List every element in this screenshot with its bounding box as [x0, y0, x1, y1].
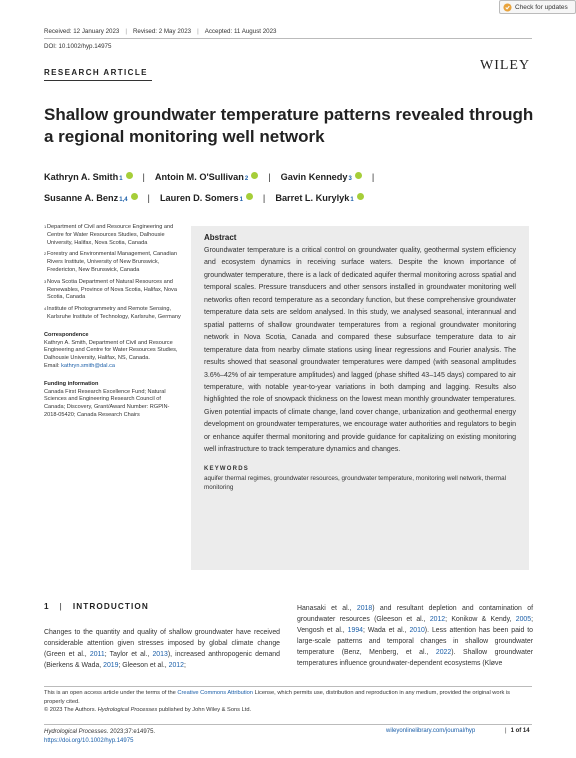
citation-link[interactable]: 2013 — [152, 651, 168, 658]
revised-date: Revised: 2 May 2023 — [132, 28, 192, 35]
article-type-label: RESEARCH ARTICLE — [44, 68, 148, 77]
article-title: Shallow groundwater temperature patterns revealed through a regional monitoring well network — [44, 105, 534, 146]
citation-link[interactable]: 2005 — [515, 616, 532, 623]
abstract-body: Groundwater temperature is a critical control on groundwater quality, geothermal system efficiency and ecosystem dynamics in receiving surface waters. Despite the known importance of groundwater temperature, there is a lack of dedicated aquifer thermal monitoring across spatial and temporal scales. Pressure transducers and other sensors installed in groundwater monitoring well networks often record temperature as a secondary function, but these comprehensive groundwater temperature data sets are seldom analysed. In this study, we analysed seasonal, interannual and spatial patterns of shallow groundwater temperatures from a regional groundwater monitoring network in Nova Scotia, Canada and compared these subsurface temperature data to air temperature data from nearby climate stations using linear regressions and Fourier analysis. The results showed that seasonal groundwater temperatures were damped (with seasonal amplitudes 3.6%–42% of air temperature amplitudes) and lagged (phase shifted 43–145 days) compared to air temperature, with notable year-to-year variations in both damping and lagging. Results also highlighted the role of snowpack thickness on the lowest mean monthly groundwater temperatures. Given potential impacts of climate change, land cover change, urbanization and geothermal energy development on groundwater temperatures, we encourage water authorities and regulators to begin or enhance aquifer thermal monitoring and provide guidance for capitalizing on existing monitoring well infrastructure to track temperature dynamics and changes. — [204, 247, 516, 454]
section-heading-introduction: 1 | INTRODUCTION — [44, 602, 149, 611]
doi-link[interactable]: https://doi.org/10.1002/hyp.14975 — [44, 738, 134, 744]
affiliation: 2 Forestry and Environmental Management, Canadian Rivers Institute, University of New Brunswick, Fredericton, New Brunswick, Canada — [44, 251, 177, 273]
author-name[interactable]: Lauren D. Somers $_1$ — [160, 189, 253, 210]
received-date: Received: 12 January 2023 — [44, 28, 120, 35]
intro-column-right: Hanasaki et al., 2018) and resultant depletion and contamination of groundwater resources (Gleeson et al., 2012; Konikow & Kendy, 2005; Vengosh et al., 1994; Wada et al., 2010). Less attention has been paid to large-scale patterns and temporal changes in shallow groundwater temperature (Benz, Menberg, et al., 2022). Shallow groundwater temperatures influence groundwater-dependent ecosystems (Kløve — [297, 605, 533, 667]
funding-text: Canada First Research Excellence Fund; Natural Sciences and Engineering Research Council of Canada; Discovery, Grant/Award Number: RGPIN-2018-05420; Canada Research Chairs — [44, 388, 170, 418]
author-name[interactable]: Gavin Kennedy $_3$ — [281, 168, 362, 189]
citation-link[interactable]: 2012 — [168, 662, 184, 669]
affiliation: 3 Nova Scotia Department of Natural Resources and Renewables, Province of Nova Scotia, Halifax, Nova Scotia, Canada — [44, 278, 177, 301]
funding-heading: Funding information — [44, 380, 99, 387]
orcid-icon[interactable] — [357, 193, 364, 200]
article-dates: Received: 12 January 2023 | Revised: 2 May 2023 | Accepted: 11 August 2023 — [44, 28, 277, 35]
article-doi[interactable]: DOI: 10.1002/hyp.14975 — [44, 43, 112, 50]
author-name[interactable]: Barret L. Kurylyk $_1$ — [275, 189, 363, 210]
journal-citation: Hydrological Processes. 2023;37:e14975. https://doi.org/10.1002/hyp.14975 — [44, 729, 156, 744]
affiliation: 4 Institute of Photogrammetry and Remote Sensing, Karlsruhe Institute of Technology, Karlsruhe, Germany — [44, 306, 181, 320]
abstract-heading: Abstract — [204, 233, 237, 242]
article-type-underline — [44, 80, 152, 81]
orcid-icon[interactable] — [246, 193, 253, 200]
citation-link[interactable]: 2011 — [89, 651, 105, 658]
journal-url-link[interactable]: wileyonlinelibrary.com/journal/hyp — [386, 728, 476, 734]
header-divider — [44, 38, 532, 39]
citation-link[interactable]: 2022 — [435, 649, 452, 656]
correspondence-email-link[interactable]: kathryn.smith@dal.ca — [61, 362, 115, 369]
citation-link[interactable]: 2019 — [103, 662, 119, 669]
license-link[interactable]: Creative Commons Attribution — [177, 690, 253, 696]
affiliation: 1 Department of Civil and Resource Engineering and Centre for Water Resources Studies, Dalhousie University, Halifax, Nova Scotia, Canada — [44, 224, 174, 246]
check-for-updates-badge[interactable] — [499, 0, 576, 14]
author-name[interactable]: Susanne A. Benz $_{1,4}$ — [44, 189, 138, 210]
author-list: Kathryn A. Smith $_1$ | Antoin M. O'Sullivan $_2$ | Gavin Kennedy $_3$ | Susanne A. Benz $_{1,4}$ | Lauren D. Somers $_1$ | Barret L. Kurylyk $_1$ — [44, 168, 544, 210]
citation-link[interactable]: 1994 — [347, 627, 363, 634]
footer-divider-bottom — [44, 724, 532, 725]
orcid-icon[interactable] — [126, 172, 133, 179]
page-number: | 1 of 14 — [505, 728, 530, 734]
correspondence-heading: Correspondence — [44, 331, 89, 338]
abstract-panel — [191, 226, 529, 570]
orcid-icon[interactable] — [355, 172, 362, 179]
author-name[interactable]: Kathryn A. Smith $_1$ — [44, 168, 133, 189]
keywords-list: aquifer thermal regimes, groundwater resources, groundwater temperature, monitoring well network, thermal monitoring — [204, 474, 507, 491]
orcid-icon[interactable] — [251, 172, 258, 179]
footer-divider — [44, 686, 532, 687]
keywords-heading: KEYWORDS — [204, 465, 249, 472]
check-updates-label: Check for updates — [515, 3, 568, 11]
accepted-date: Accepted: 11 August 2023 — [204, 28, 277, 35]
license-notice: This is an open access article under the terms of the Creative Commons Attribution License, which permits use, distribution and reproduction in any medium, provided the original work is properly cited. © 2023 The Authors. Hydrological Processes published by John Wiley & Sons Ltd. — [44, 690, 510, 714]
citation-link[interactable]: 2010 — [409, 627, 425, 634]
citation-link[interactable]: 2018 — [356, 605, 373, 612]
orcid-icon[interactable] — [131, 193, 138, 200]
author-name[interactable]: Antoin M. O'Sullivan $_2$ — [155, 168, 258, 189]
citation-link[interactable]: 2012 — [429, 616, 446, 623]
correspondence-text: Kathryn A. Smith, Department of Civil and Resource Engineering and Centre for Water Resources Studies, Dalhousie University, Halifax, NS, Canada. Email: kathryn.smith@dal.ca — [44, 339, 178, 369]
check-updates-icon — [503, 3, 512, 12]
intro-column-left: Changes to the quantity and quality of shallow groundwater have received considerable attention given stresses imposed by global climate change (Green et al., 2011; Taylor et al., 2013), increased anthropogenic demand (Bierkens & Wada, 2019; Gleeson et al., 2012; — [44, 629, 280, 669]
sidebar-metadata — [44, 224, 182, 420]
publisher-logo[interactable]: WILEY — [480, 58, 531, 73]
